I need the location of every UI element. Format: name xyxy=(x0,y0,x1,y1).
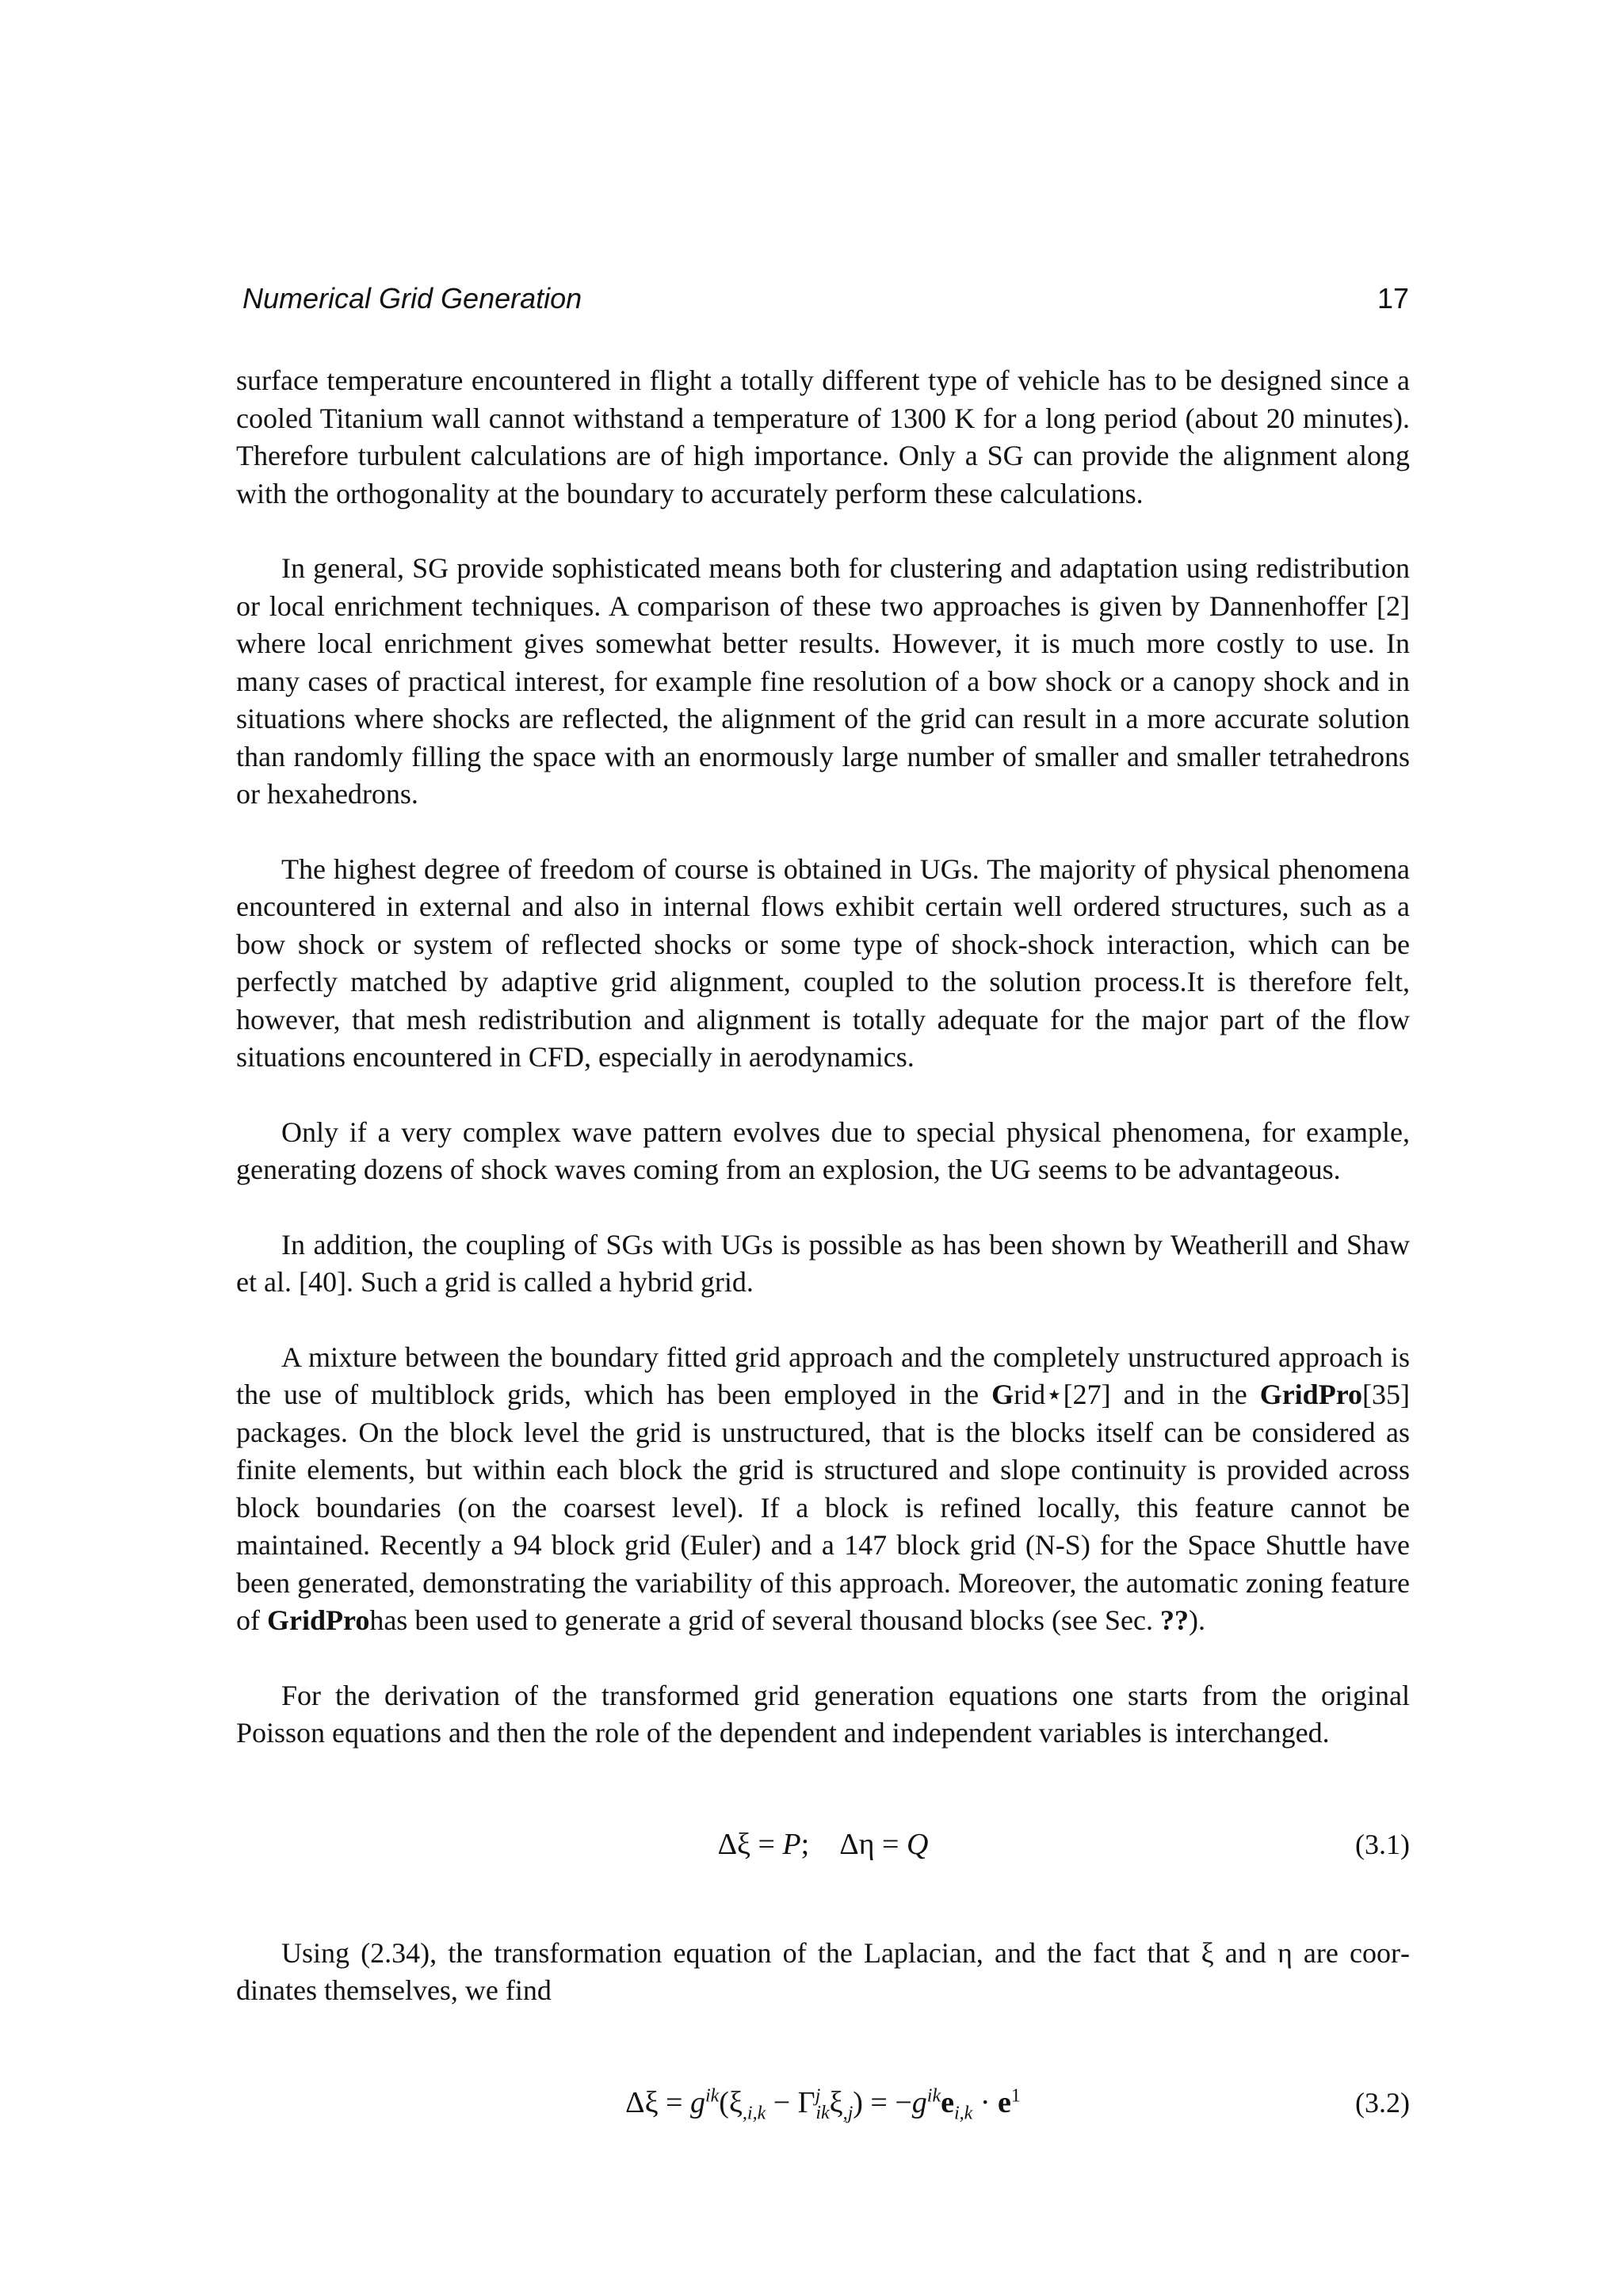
text-run: [35] packages. On the block level the grid is unstructured, that is the blocks itself can be considered as finite elements, but within each block the grid is structured and slope continuity is provided across block boundaries (on the coarsest level). If a block is refined locally, this feature cannot be maintained. Recently a 94 block grid (Euler) and a 147 block grid (N-S) for the Space Shuttle have been generated, demonstrating the variability of this approach. Moreover, the automatic zoning feature of xyxy=(236,1379,1411,1636)
equation-3-2 xyxy=(236,2084,1410,2122)
paragraph-8: Using (2.34), the transformation equation of the Laplacian, and the fact that ξ and η are coordinates themselves, we find xyxy=(236,1936,1410,2006)
paragraph-7: For the derivation of the transformed grid generation equations one starts from the original Poisson equations and then the role of the dependent and independent variables is interchanged. xyxy=(236,1679,1410,1749)
running-title: Numerical Grid Generation xyxy=(242,282,582,315)
text-run: [27] and in the xyxy=(1063,1379,1260,1410)
paragraph-1: surface temperature encountered in flight a totally different type of vehicle has to be designed since a cooled Titanium wall cannot withstand a temperature of 1300 K for a long period (about 20 minutes). Therefore turbulent calculations are of high importance. Only a SG can provide the alignment along with the orthogonality at the boundary to accurately perform these calculations. xyxy=(236,364,1410,509)
equation-body: $\Delta\xi = g^{ik}(\xi_{,i,k} - \Gamma^j_{ik}\xi_{,j}) = -g^{ik}e_{i,k} \cdot e^1$ xyxy=(625,2084,1021,2124)
gridpro-name: GridPro xyxy=(267,1604,370,1636)
text-run: ). xyxy=(1188,1604,1205,1636)
paragraph-4: Only if a very complex wave pattern evolves due to special physical phenomena, for example, generating dozens of shock waves coming from an explosion, the UG seems to be advantageous. xyxy=(236,1116,1410,1185)
section-reference: ?? xyxy=(1159,1604,1189,1636)
gridpro-name: GridPro xyxy=(1259,1379,1363,1410)
page-body xyxy=(236,362,1410,2122)
paragraph-3: The highest degree of freedom of course is obtained in UGs. The majority of physical phenomena encountered in external and also in internal flows exhibit certain well ordered structures, such as a bow shock or system of reflected shocks or some type of shock-shock interaction, which can be perfectly matched by adaptive grid alignment, coupled to the solution process.It is therefore felt, however, that mesh redistribution and alignment is totally adequate for the major part of the flow situations encountered in CFD, especially in aerodynamics. xyxy=(236,852,1410,1073)
grid-star-rest: rid⋆ xyxy=(1014,1379,1064,1410)
equation-body: Δξ = P; Δη = Q xyxy=(717,1827,929,1861)
paragraph-5: In addition, the coupling of SGs with UGs is possible as has been shown by Weatherill and Shaw et al. [40]. Such a grid is called a hybrid grid. xyxy=(236,1228,1410,1298)
text-run: A mixture between the boundary fitted grid approach and the completely unstructured approach is the use of multiblock grids, which has been employed in the xyxy=(236,1341,1410,1410)
equation-3-1 xyxy=(236,1825,1410,1863)
equation-number: (3.1) xyxy=(1355,1828,1410,1860)
grid-star-g: G xyxy=(991,1379,1014,1410)
paragraph-2: In general, SG provide sophisticated means both for clustering and adaptation using redistribution or local enrichment techniques. A comparison of these two approaches is given by Dannenhoffer [2] where local enrichment gives somewhat better results. However, it is much more costly to use. In many cases of practical interest, for example fine resolution of a bow shock or a canopy shock and in situations where shocks are reflected, the alignment of the grid can result in a more accurate solution than randomly filling the space with an enormously large number of smaller and smaller tetrahedrons or hexahedrons. xyxy=(236,552,1410,810)
equation-number: (3.2) xyxy=(1355,2086,1410,2119)
running-header xyxy=(242,279,1409,318)
page-number: 17 xyxy=(1377,282,1409,315)
text-run: has been used to generate a grid of several thousand blocks (see Sec. xyxy=(369,1604,1160,1636)
paragraph-6 xyxy=(236,1339,1410,1640)
